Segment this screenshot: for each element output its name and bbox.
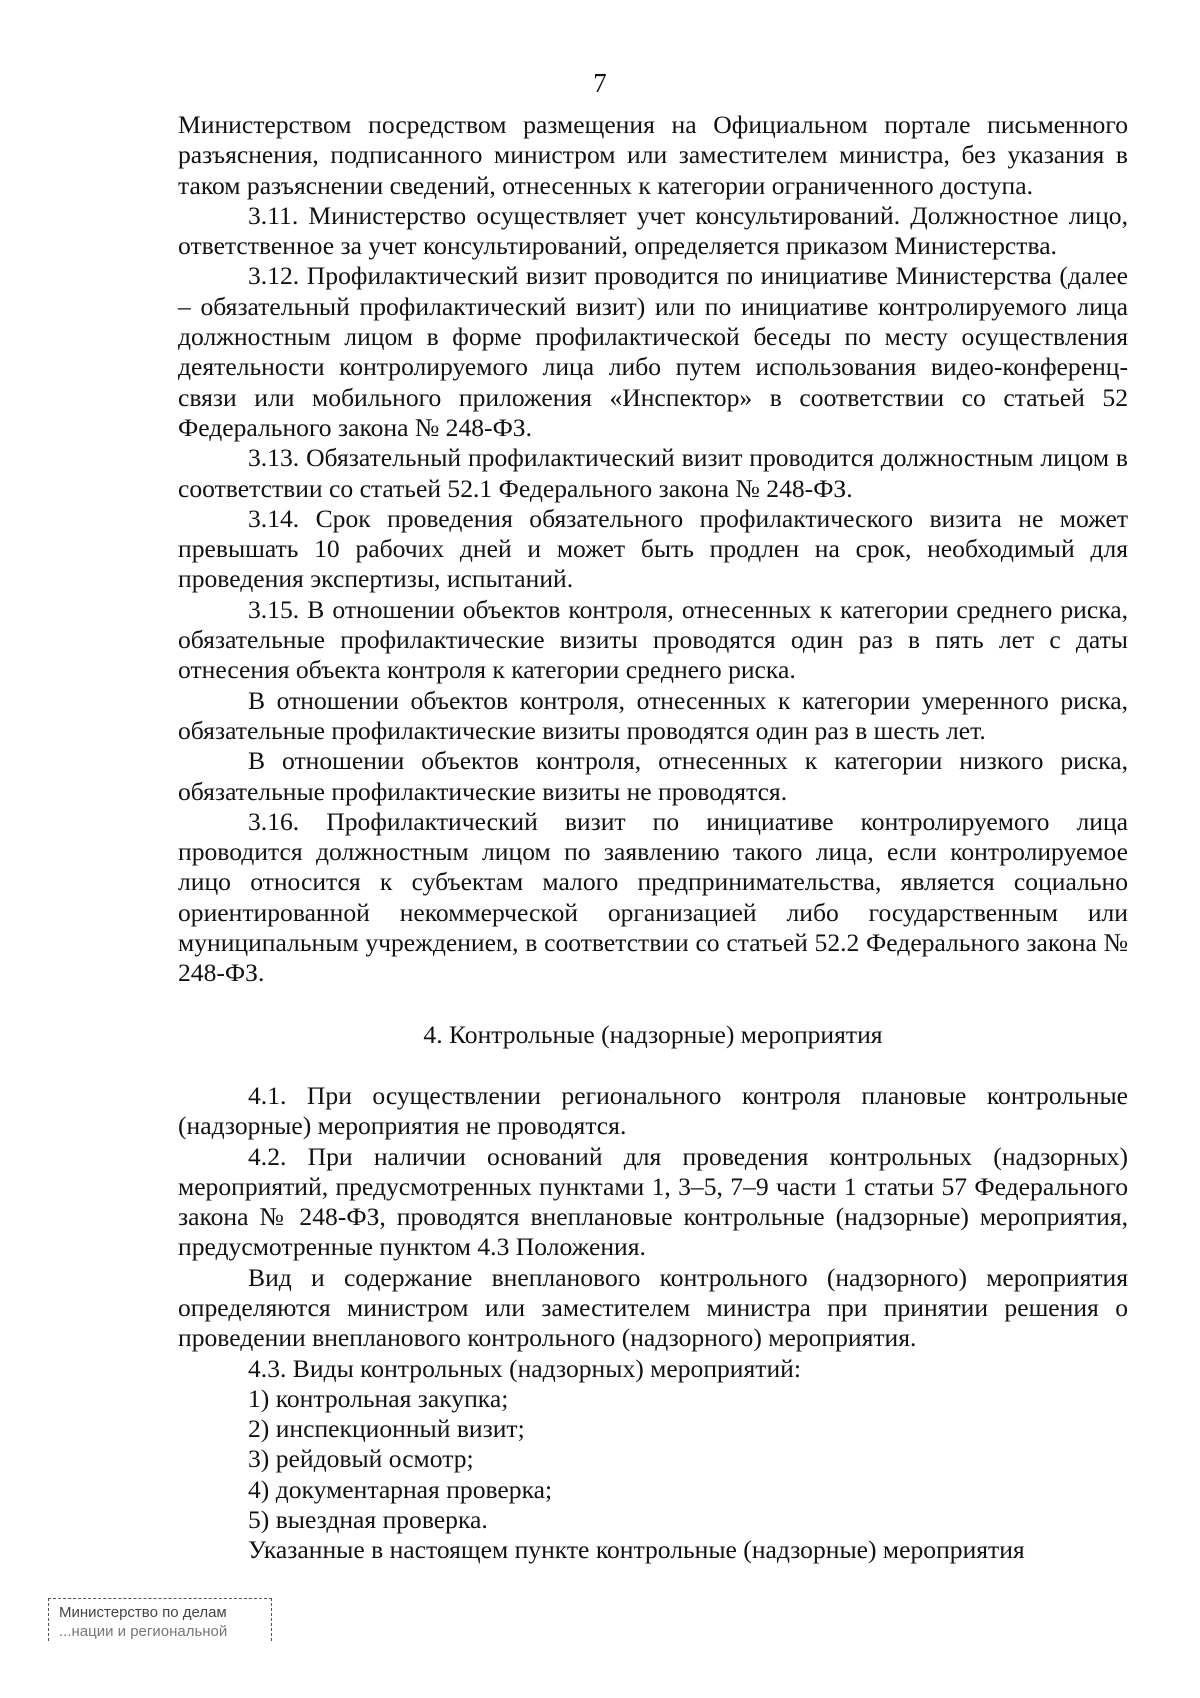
list-item: 2) инспекционный визит; bbox=[248, 1414, 525, 1444]
paragraph-low-risk: В отношении объектов контроля, отнесенных к категории низкого риска, обязательные профилактические визиты не проводятся. bbox=[178, 746, 1128, 806]
registration-stamp bbox=[48, 1598, 272, 1641]
document-body bbox=[178, 110, 1128, 1566]
stamp-line: Министерство по делам bbox=[59, 1604, 227, 1621]
section-heading: 4. Контрольные (надзорные) мероприятия bbox=[423, 1019, 883, 1049]
paragraph: Министерством посредством размещения на Официальном портале письменного разъяснения, подписанного министром или заместителем министра, без указания в таком разъяснении сведений, отнесенных к категории ограниченного доступа. bbox=[178, 110, 1128, 200]
list-item: 5) выездная проверка. bbox=[248, 1505, 488, 1535]
paragraph-3-13: 3.13. Обязательный профилактический визит проводится должностным лицом в соответствии со статьей 52.1 Федерального закона № 248-ФЗ. bbox=[178, 443, 1128, 503]
paragraph-type-content: Вид и содержание внепланового контрольного (надзорного) мероприятия определяются министром или заместителем министра при принятии решения о проведении внепланового контрольного (надзорного) мероприятия. bbox=[178, 1262, 1128, 1353]
paragraph-3-11: 3.11. Министерство осуществляет учет консультирований. Должностное лицо, ответственное за учет консультирований, определяется приказом Министерства. bbox=[178, 200, 1128, 261]
paragraph-3-15: 3.15. В отношении объектов контроля, отнесенных к категории среднего риска, обязательные профилактические визиты проводятся один раз в пять лет с даты отнесения объекта контроля к категории среднего риска. bbox=[178, 594, 1128, 685]
stamp-line: ...нации и региональной bbox=[59, 1623, 228, 1640]
paragraph-4-1: 4.1. При осуществлении регионального контроля плановые контрольные (надзорные) мероприятия не проводятся. bbox=[178, 1080, 1128, 1141]
paragraph-3-12: 3.12. Профилактический визит проводится по инициативе Министерства (далее – обязательный профилактический визит) или по инициативе контролируемого лица должностным лицом в форме профилактической беседы по месту осуществления деятельности контролируемого лица либо путем использования видео-конференц-связи или мобильного приложения «Инспектор» в соответствии со статьей 52 Федерального закона № 248-ФЗ. bbox=[178, 261, 1128, 442]
paragraph-continued: Указанные в настоящем пункте контрольные (надзорные) мероприятия bbox=[248, 1535, 1025, 1565]
paragraph-moderate-risk: В отношении объектов контроля, отнесенных к категории умеренного риска, обязательные профилактические визиты проводятся один раз в шесть лет. bbox=[178, 685, 1128, 745]
paragraph-3-16: 3.16. Профилактический визит по инициативе контролируемого лица проводится должностным лицом по заявлению такого лица, если контролируемое лицо относится к субъектам малого предпринимательства, является социально ориентированной некоммерческой организацией либо государственным или муниципальным учреждением, в соответствии со статьей 52.2 Федерального закона № 248-ФЗ. bbox=[178, 806, 1128, 988]
paragraph-3-14: 3.14. Срок проведения обязательного профилактического визита не может превышать 10 рабочих дней и может быть продлен на срок, необходимый для проведения экспертизы, испытаний. bbox=[178, 503, 1128, 594]
list-item: 3) рейдовый осмотр; bbox=[248, 1444, 474, 1474]
page-number: 7 bbox=[593, 68, 607, 98]
list-item: 4) документарная проверка; bbox=[248, 1474, 553, 1504]
paragraph-4-3: 4.3. Виды контрольных (надзорных) мероприятий: bbox=[248, 1353, 801, 1383]
paragraph-4-2: 4.2. При наличии оснований для проведения контрольных (надзорных) мероприятий, предусмотренных пунктами 1, 3–5, 7–9 части 1 статьи 57 Федерального закона № 248-ФЗ, проводятся внеплановые контрольные (надзорные) мероприятия, предусмотренные пунктом 4.3 Положения. bbox=[178, 1141, 1128, 1262]
list-item: 1) контрольная закупка; bbox=[248, 1383, 509, 1413]
